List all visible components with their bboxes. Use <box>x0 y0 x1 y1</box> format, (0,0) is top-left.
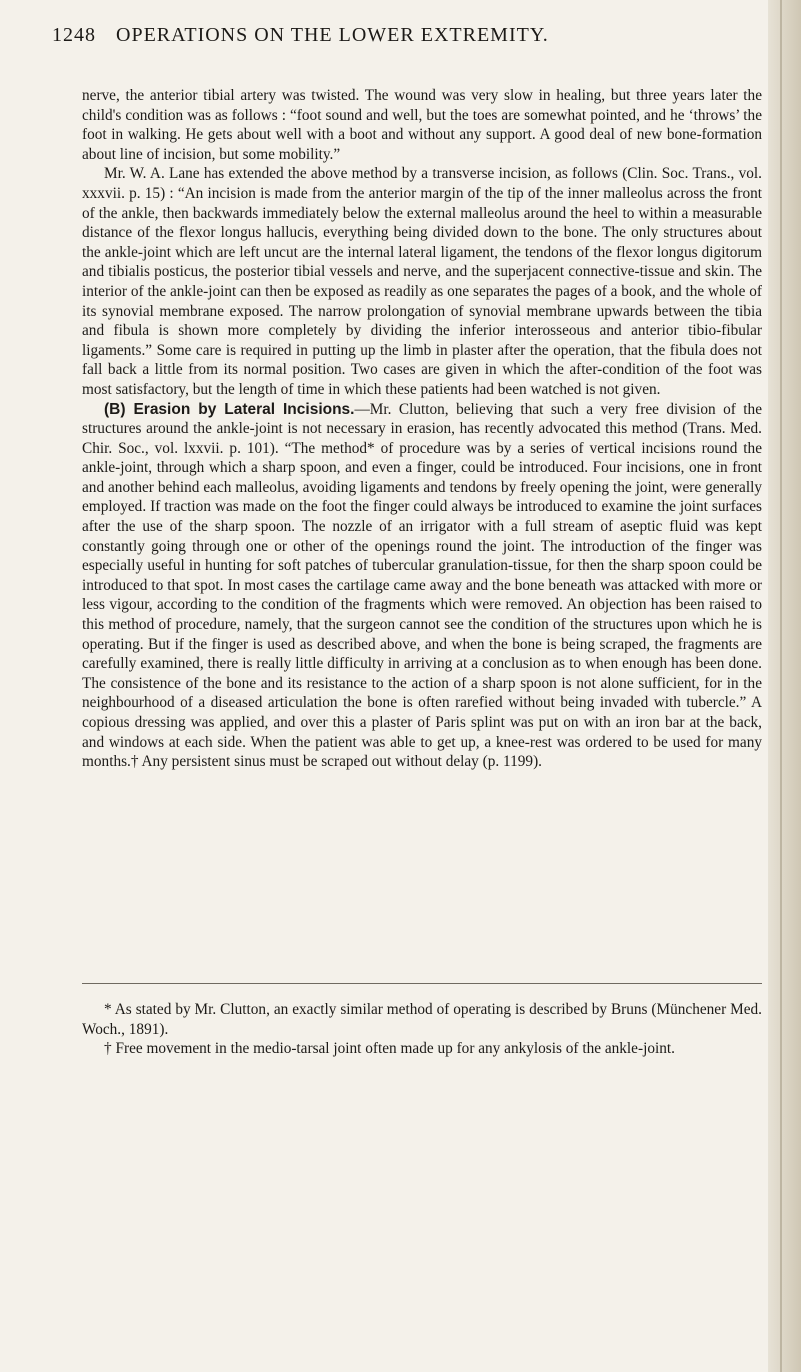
footnote-2: † Free movement in the medio-tarsal joint often made up for any ankylosis of the ankle-joint. <box>104 1040 675 1058</box>
gutter-line <box>780 0 782 1372</box>
paragraph-3 <box>82 400 762 772</box>
facing-page-edge <box>768 0 801 1372</box>
footnote-1: * As stated by Mr. Clutton, an exactly similar method of operating is described by Bruns (Münchener Med. Woch., 1891). <box>82 1001 762 1038</box>
running-title: OPERATIONS ON THE LOWER EXTREMITY. <box>116 24 549 46</box>
footnotes <box>82 1000 762 1059</box>
section-heading: (B) Erasion by Lateral Incisions. <box>104 400 355 418</box>
paragraph-3-text: —Mr. Clutton, believing that such a very free division of the structures around the ankle-joint is not necessary in erasion, has recently advocated this method (Trans. Med. Chir. Soc., vol. lxxvii. p. 101). “The method* of procedure was by a series of vertical incisions round the ankle-joint, through which a sharp spoon, and even a finger, could be introduced. Four incisions, one in front and another behind each malleolus, avoiding ligaments and tendons by freely opening the joint, were generally employed. If traction was made on the foot the finger could always be introduced to examine the joint surfaces after the use of the sharp spoon. The nozzle of an irrigator with a full stream of aseptic fluid was kept constantly going through one or other of the openings round the joint. The introduction of the finger was especially useful in hunting for soft patches of tubercular granulation-tissue, for then the sharp spoon could be introduced to that spot. In most cases the cartilage came away and the bone beneath was attacked with more or less vigour, according to the condition of the fragments which were removed. An objection has been raised to this method of procedure, namely, that the surgeon cannot see the condition of the structures upon which he is operating. But if the finger is used as described above, and when the bone is being scraped, the fragments are carefully examined, there is really little difficulty in arriving at a conclusion as to when enough has been done. The consistence of the bone and its resistance to the action of a sharp spoon is not alone sufficient, for in the neighbourhood of a diseased articulation the bone is often rarefied without being invaded with tubercle.” A copious dressing was applied, and over this a plaster of Paris splint was put on with an iron bar at the back, and windows at each side. When the patient was able to get up, a knee-rest was ordered to be used for many months.† Any persistent sinus must be scraped out without delay (p. 1199). <box>82 400 762 771</box>
paragraph-2: Mr. W. A. Lane has extended the above method by a transverse incision, as follows (Clin. Soc. Trans., vol. xxxvii. p. 15) : “An incision is made from the anterior margin of the tip of the inner malleolus across the front of the ankle, then backwards immediately below the external malleolus around the heel to within a measurable distance of the flexor longus hallucis, everything being divided down to the bone. The only structures about the ankle-joint which are left uncut are the internal lateral ligament, the tendons of the flexor longus digitorum and tibialis posticus, the posterior tibial vessels and nerve, and the superjacent connective-tissue and skin. The interior of the ankle-joint can then be exposed as readily as one separates the pages of a book, and the whole of its synovial membrane exposed. The narrow prolongation of synovial membrane upwards between the tibia and fibula is shown more completely by dividing the inferior interosseous and anterior tibio-fibular ligaments.” Some care is required in putting up the limb in plaster after the operation, that the fibula does not fall back a little from its normal position. Two cases are given in which the after-condition of the foot was most satisfactory, but the length of time in which these patients had been watched is not given. <box>82 165 762 398</box>
paragraph-1: nerve, the anterior tibial artery was twisted. The wound was very slow in healing, but three years later the child's condition was as follows : “foot sound and well, but the toes are somewhat pointed, and he ‘throws’ the foot in walking. He gets about well with a boot and without any support. A good deal of new bone-formation about line of incision, but some mobility.” <box>82 87 762 163</box>
footnote-rule <box>82 983 762 984</box>
page-number: 1248 <box>52 24 96 46</box>
running-header <box>52 24 752 47</box>
body-text <box>82 86 762 772</box>
